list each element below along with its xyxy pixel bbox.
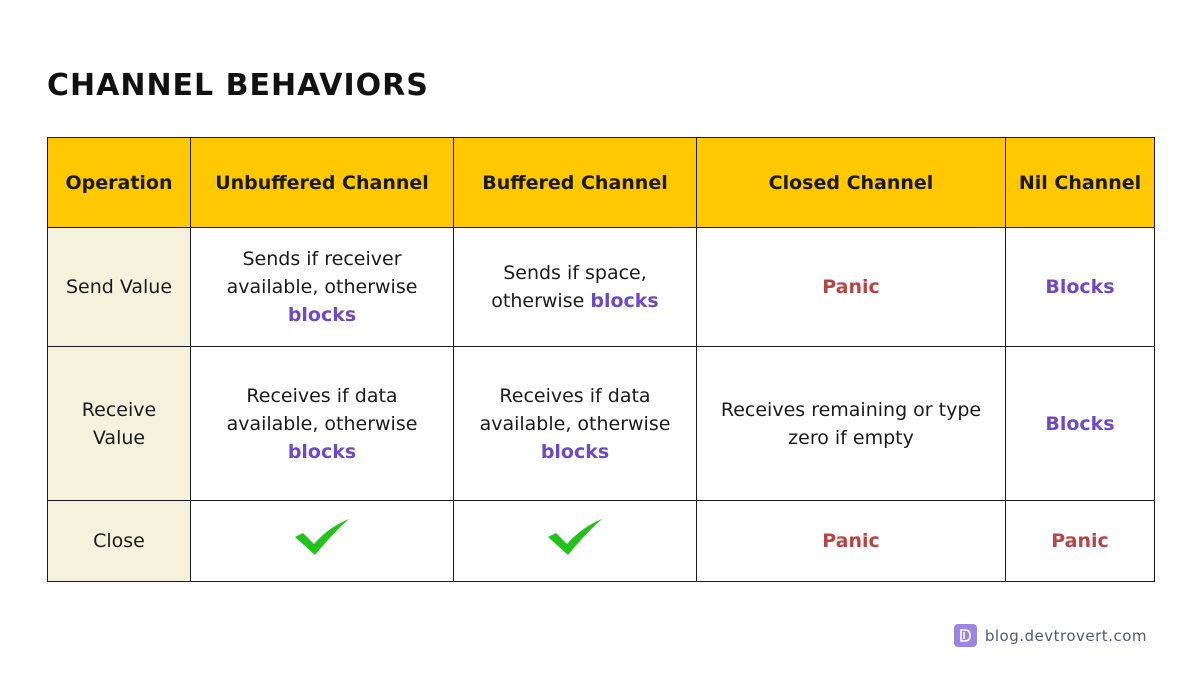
cell-send-buffered	[454, 228, 697, 347]
checkmark-icon	[293, 517, 351, 557]
cell-send-unbuffered	[191, 228, 454, 347]
cell-receive-closed: Receives remaining or type zero if empty	[697, 347, 1006, 501]
footer-branding	[954, 624, 1147, 647]
table-row	[48, 228, 1155, 347]
cell-close-unbuffered	[191, 501, 454, 582]
cell-text: Sends if receiver available, otherwise	[226, 248, 418, 298]
header-operation: Operation	[48, 138, 191, 228]
cell-text: Receives if data available, otherwise	[479, 384, 671, 435]
cell-close-buffered	[454, 501, 697, 582]
table-row	[48, 347, 1155, 501]
header-nil: Nil Channel	[1006, 138, 1155, 228]
cell-emph: blocks	[287, 440, 357, 463]
cell-emph: blocks	[540, 440, 610, 463]
row-label-receive: Receive Value	[48, 347, 191, 501]
cell-emph: blocks	[590, 290, 659, 312]
cell-text: Receives if data available, otherwise	[226, 384, 418, 435]
cell-close-nil: Panic	[1006, 501, 1155, 582]
cell-send-closed: Panic	[697, 228, 1006, 347]
header-closed: Closed Channel	[697, 138, 1006, 228]
checkmark-icon	[546, 517, 604, 557]
row-label-send: Send Value	[48, 228, 191, 347]
header-row	[48, 138, 1155, 228]
cell-receive-unbuffered	[191, 347, 454, 501]
site-url: blog.devtrovert.com	[984, 626, 1147, 645]
cell-close-closed: Panic	[697, 501, 1006, 582]
cell-send-nil: Blocks	[1006, 228, 1155, 347]
cell-receive-nil: Blocks	[1006, 347, 1155, 501]
devtrovert-logo-icon	[954, 624, 977, 647]
cell-emph: blocks	[287, 304, 357, 326]
cell-receive-buffered	[454, 347, 697, 501]
header-buffered: Buffered Channel	[454, 138, 697, 228]
cell-text: Sends if space, otherwise	[491, 262, 647, 312]
page-title: CHANNEL BEHAVIORS	[47, 68, 429, 103]
row-label-close: Close	[48, 501, 191, 582]
channel-behaviors-table	[47, 137, 1155, 582]
header-unbuffered: Unbuffered Channel	[191, 138, 454, 228]
table-row	[48, 501, 1155, 582]
